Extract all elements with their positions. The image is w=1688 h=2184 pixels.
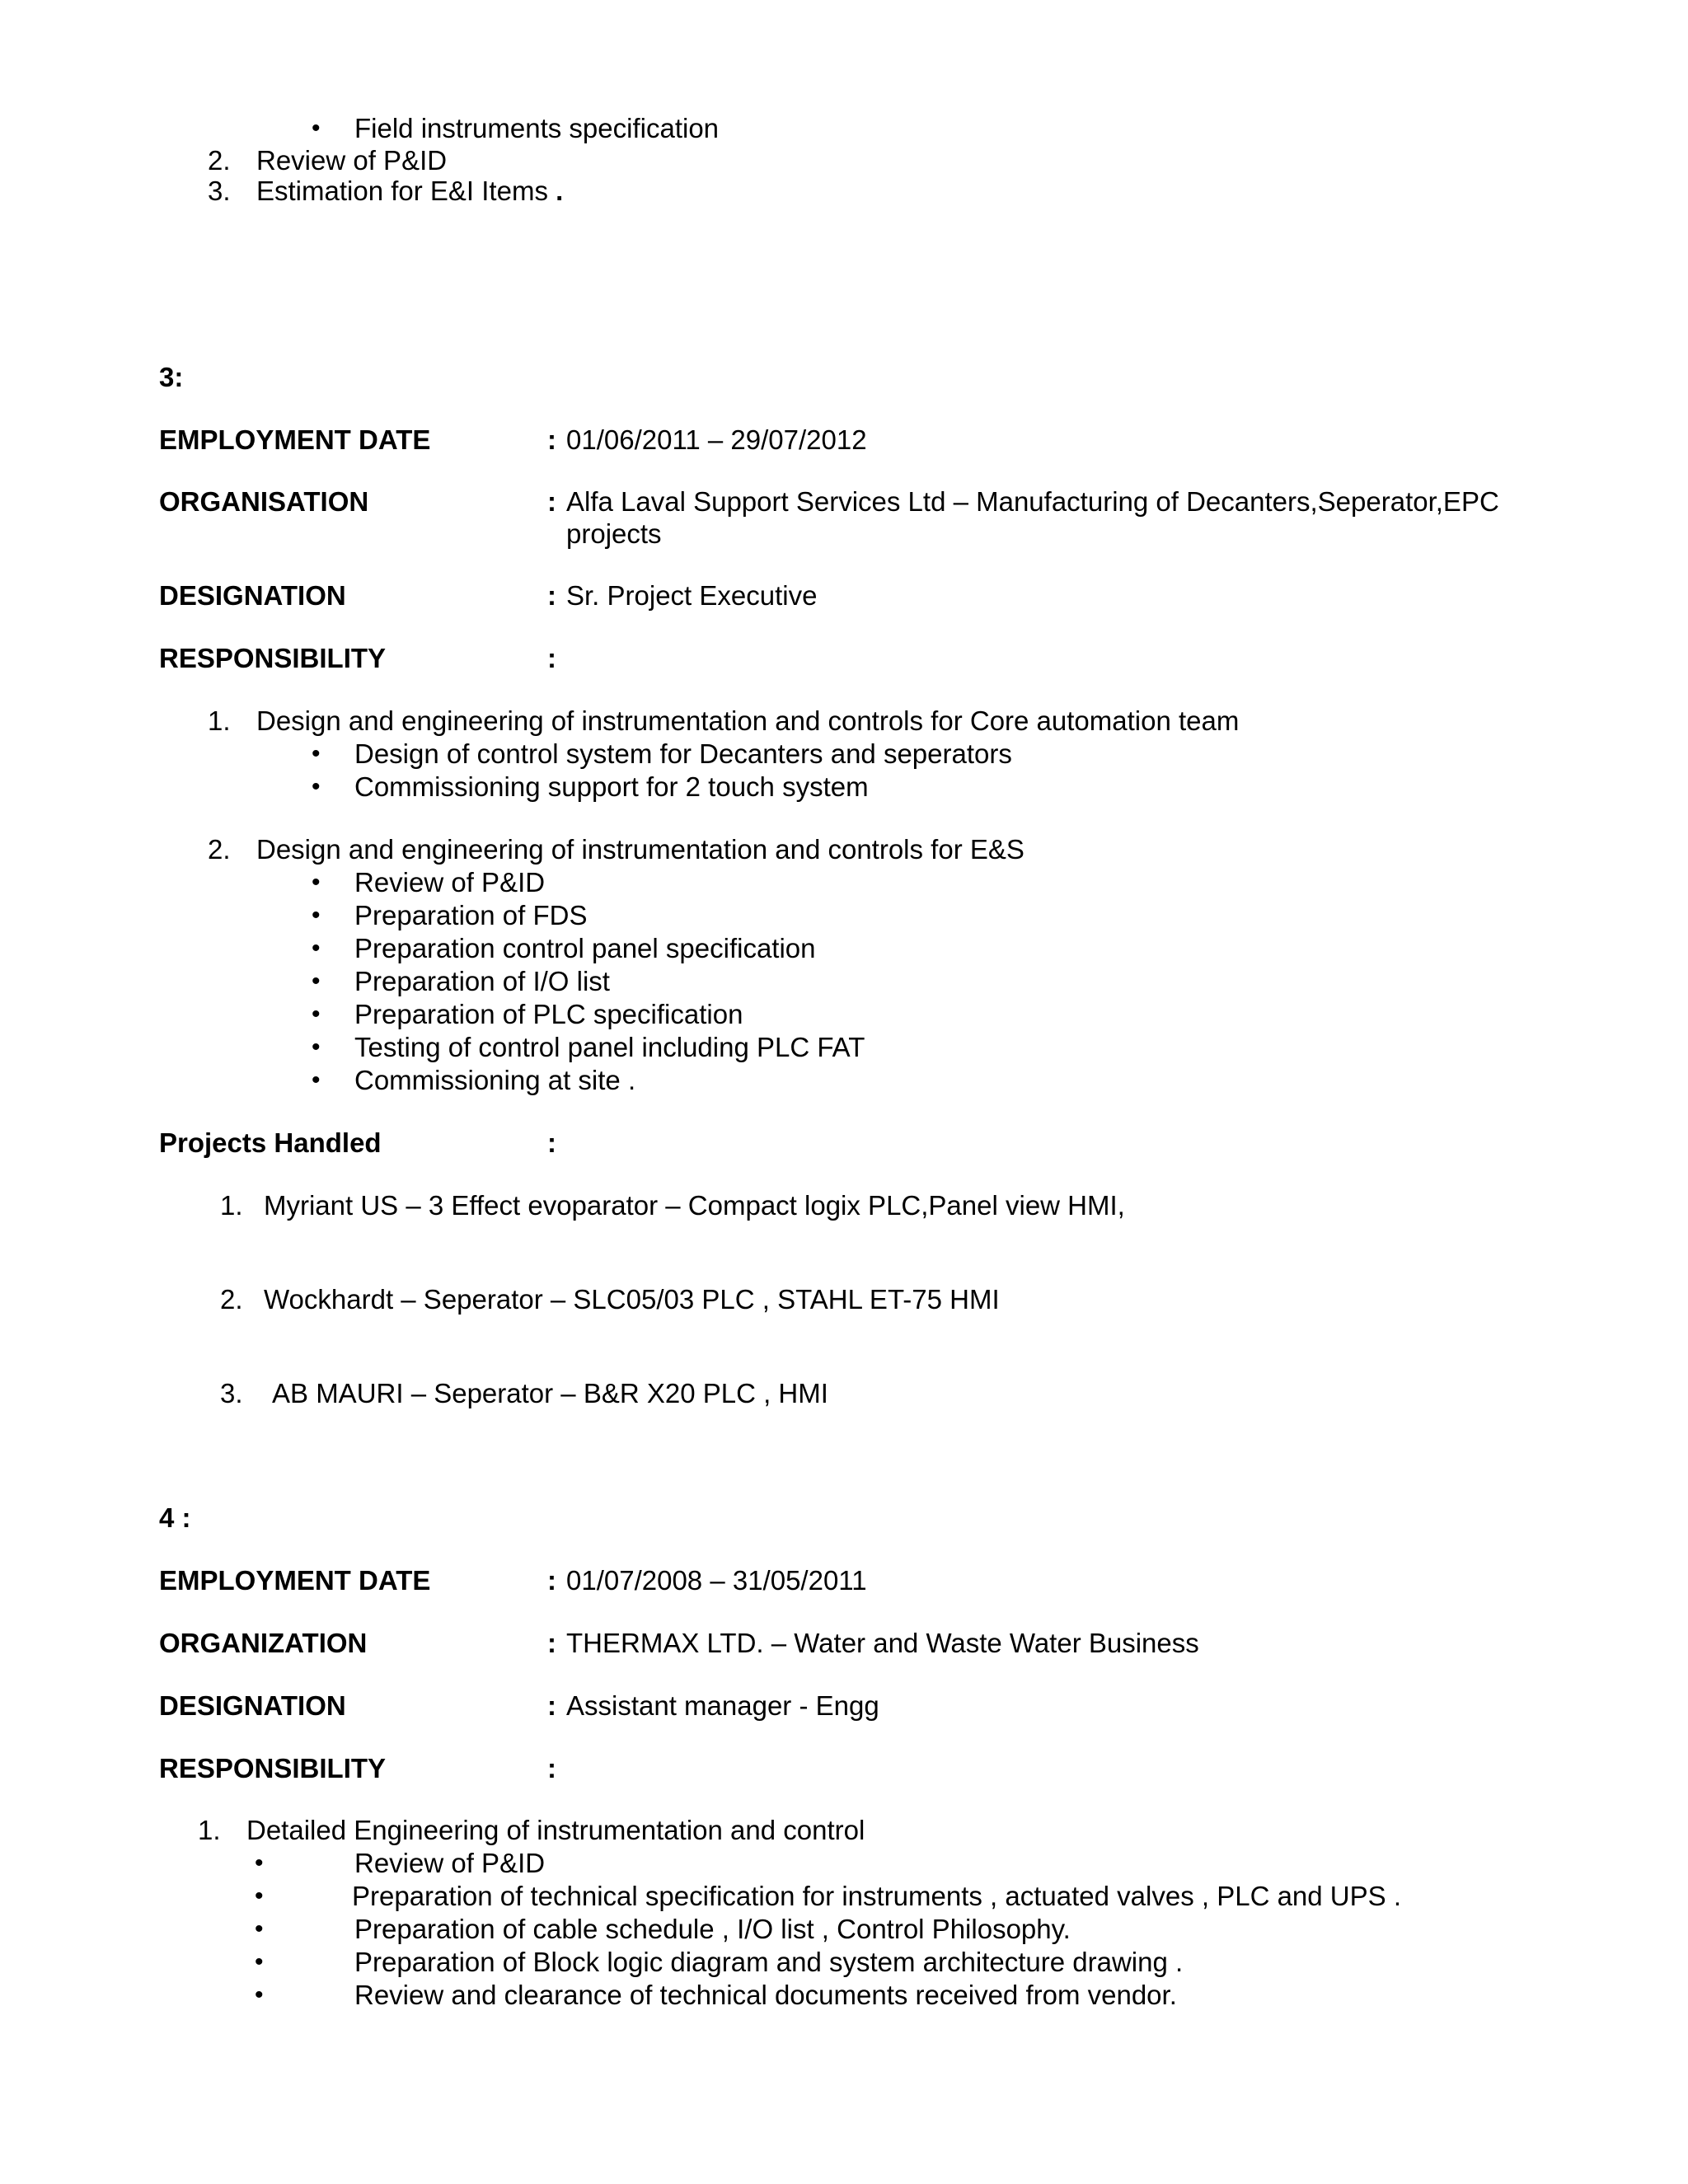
field-separator: :: [547, 643, 556, 673]
section-heading: 4 :: [159, 1502, 191, 1533]
list-item: Commissioning at site .: [354, 1065, 636, 1095]
bullet-glyph: •: [255, 1849, 264, 1877]
bullet-glyph: •: [255, 1915, 264, 1943]
list-number: 2.: [208, 834, 231, 865]
employment-date-value: 01/07/2008 – 31/05/2011: [566, 1565, 867, 1596]
designation-label: DESIGNATION: [159, 580, 346, 611]
bullet-glyph: •: [312, 902, 321, 929]
list-item: Review of P&ID: [354, 867, 546, 898]
list-item: Preparation of technical specification for instruments , actuated valves , PLC and UPS .: [352, 1881, 1401, 1911]
bullet-glyph: •: [312, 968, 321, 995]
employment-date-value: 01/06/2011 – 29/07/2012: [566, 424, 867, 455]
bullet-glyph: •: [312, 1001, 321, 1028]
bullet-glyph: •: [312, 115, 321, 142]
list-item: Preparation of cable schedule , I/O list , Control Philosophy.: [354, 1914, 1071, 1944]
responsibility-label: RESPONSIBILITY: [159, 1753, 387, 1783]
list-number: 3.: [220, 1378, 243, 1408]
list-item: Preparation of I/O list: [354, 966, 610, 996]
task-title: Design and engineering of instrumentation and controls for E&S: [256, 834, 1025, 865]
organization-label: ORGANIZATION: [159, 1628, 368, 1658]
field-separator: :: [547, 580, 556, 611]
list-item: [256, 175, 563, 208]
field-separator: :: [547, 424, 556, 455]
bullet-glyph: •: [312, 1033, 321, 1061]
field-separator: :: [547, 1127, 556, 1158]
list-item: Preparation control panel specification: [354, 933, 816, 963]
field-separator: :: [547, 486, 556, 517]
organisation-label: ORGANISATION: [159, 486, 369, 517]
bullet-glyph: •: [312, 1066, 321, 1094]
list-number: 1.: [220, 1190, 243, 1221]
list-item: Preparation of FDS: [354, 900, 588, 930]
list-item: Preparation of PLC specification: [354, 999, 743, 1029]
list-number: 2.: [208, 145, 231, 176]
field-separator: :: [547, 1565, 556, 1596]
list-item: Commissioning support for 2 touch system: [354, 771, 869, 802]
employment-date-label: EMPLOYMENT DATE: [159, 424, 431, 455]
task-title: Detailed Engineering of instrumentation and control: [246, 1815, 865, 1845]
bullet-glyph: •: [255, 1882, 264, 1910]
organisation-value: Alfa Laval Support Services Ltd – Manufacturing of Decanters,Seperator,EPC: [566, 486, 1499, 517]
list-number: 3.: [208, 176, 231, 206]
task-title: Design and engineering of instrumentation and controls for Core automation team: [256, 705, 1240, 736]
list-item: Review of P&ID: [256, 145, 448, 176]
projects-handled-label: Projects Handled: [159, 1127, 382, 1158]
field-separator: :: [547, 1753, 556, 1783]
bullet-glyph: •: [255, 1981, 264, 2008]
project-item: AB MAURI – Seperator – B&R X20 PLC , HMI: [272, 1378, 828, 1408]
organization-value: THERMAX LTD. – Water and Waste Water Business: [566, 1628, 1199, 1658]
bullet-glyph: •: [312, 935, 321, 962]
field-separator: :: [547, 1690, 556, 1721]
bullet-glyph: •: [312, 773, 321, 800]
list-item: Field instruments specification: [354, 113, 720, 143]
organisation-value-cont: projects: [566, 518, 662, 549]
designation-label: DESIGNATION: [159, 1690, 346, 1721]
employment-date-label: EMPLOYMENT DATE: [159, 1565, 431, 1596]
list-item: Design of control system for Decanters and seperators: [354, 738, 1012, 769]
field-separator: :: [547, 1628, 556, 1658]
designation-value: Sr. Project Executive: [566, 580, 818, 611]
project-item: Wockhardt – Seperator – SLC05/03 PLC , STAHL ET-75 HMI: [264, 1284, 1000, 1315]
section-heading: 3:: [159, 362, 184, 392]
bullet-glyph: •: [312, 740, 321, 767]
list-item-suffix: .: [556, 176, 564, 206]
list-number: 1.: [198, 1815, 221, 1845]
list-item: Testing of control panel including PLC FAT: [354, 1032, 865, 1062]
list-item: Review of P&ID: [354, 1848, 546, 1878]
list-item-text: Estimation for E&I Items: [256, 176, 548, 206]
bullet-glyph: •: [255, 1948, 264, 1975]
designation-value: Assistant manager - Engg: [566, 1690, 879, 1721]
responsibility-label: RESPONSIBILITY: [159, 643, 387, 673]
bullet-glyph: •: [312, 869, 321, 896]
list-number: 2.: [220, 1284, 243, 1315]
list-item: Preparation of Block logic diagram and system architecture drawing .: [354, 1947, 1184, 1977]
project-item: Myriant US – 3 Effect evoparator – Compact logix PLC,Panel view HMI,: [264, 1190, 1125, 1221]
list-number: 1.: [208, 705, 231, 736]
list-item: Review and clearance of technical documents received from vendor.: [354, 1980, 1177, 2010]
